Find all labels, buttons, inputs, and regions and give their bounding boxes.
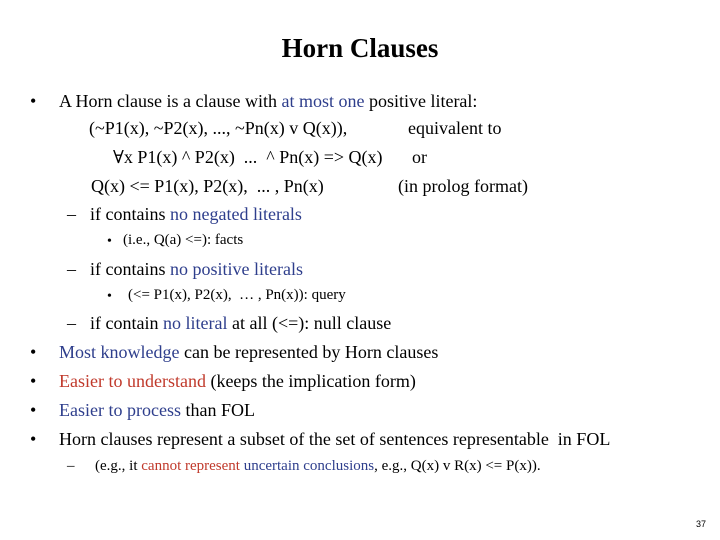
highlight-easier-understand: Easier to understand xyxy=(59,371,206,391)
highlight-at-most-one: at most one xyxy=(281,91,365,111)
slide-title: Horn Clauses xyxy=(281,33,439,63)
highlight-cannot-represent: cannot represent xyxy=(141,458,240,474)
bullet-dot: • xyxy=(30,371,37,391)
bullet-dot: • xyxy=(30,429,37,449)
sub-no-literal: if contain no literal at all (<=): null clause xyxy=(90,313,392,333)
sub-no-positive: if contains no positive literals xyxy=(90,259,303,279)
sub-bullet-dot: • xyxy=(107,289,112,304)
sub-example: (e.g., it cannot represent uncertain conclusions, e.g., Q(x) v R(x) <= P(x)). xyxy=(95,458,541,474)
sub-no-negated: if contains no negated literals xyxy=(90,204,302,224)
formula-note-prolog: (in prolog format) xyxy=(398,176,528,196)
formula-note-equivalent: equivalent to xyxy=(408,118,502,138)
highlight-easier-process: Easier to process xyxy=(59,400,181,420)
dash: – xyxy=(67,204,76,224)
bullet-horn-definition: A Horn clause is a clause with at most one positive literal: xyxy=(59,91,478,111)
bullet-most-knowledge: Most knowledge can be represented by Horn clauses xyxy=(59,342,439,362)
formula-implication-form: ∀x P1(x) ^ P2(x) ... ^ Pn(x) => Q(x) xyxy=(113,147,383,167)
sub-bullet-dot: • xyxy=(107,234,112,249)
dash: – xyxy=(67,259,76,279)
formula-note-or: or xyxy=(412,147,427,167)
formula-prolog-form: Q(x) <= P1(x), P2(x), ... , Pn(x) xyxy=(91,176,324,196)
subsub-query: (<= P1(x), P2(x), … , Pn(x)): query xyxy=(128,287,346,303)
formula-clause-form: (~P1(x), ~P2(x), ..., ~Pn(x) v Q(x)), xyxy=(89,118,348,138)
highlight-uncertain-conclusions: uncertain conclusions xyxy=(243,458,375,474)
bullet-horn-subset: Horn clauses represent a subset of the set of sentences representable in FOL xyxy=(59,429,611,449)
bullet-easier-understand: Easier to understand (keeps the implication form) xyxy=(59,371,416,391)
bullet-easier-process: Easier to process than FOL xyxy=(59,400,255,420)
page-number: 37 xyxy=(695,519,706,529)
dash: – xyxy=(67,313,76,333)
dash: – xyxy=(67,458,75,474)
bullet-dot: • xyxy=(30,91,37,111)
highlight-no-literal: no literal xyxy=(162,313,228,333)
bullet-dot: • xyxy=(30,342,37,362)
highlight-no-positive: no positive literals xyxy=(169,259,303,279)
bullet-dot: • xyxy=(30,400,37,420)
highlight-most-knowledge: Most knowledge xyxy=(59,342,180,362)
highlight-no-negated: no negated literals xyxy=(169,204,302,224)
subsub-facts: (i.e., Q(a) <=): facts xyxy=(123,232,244,248)
